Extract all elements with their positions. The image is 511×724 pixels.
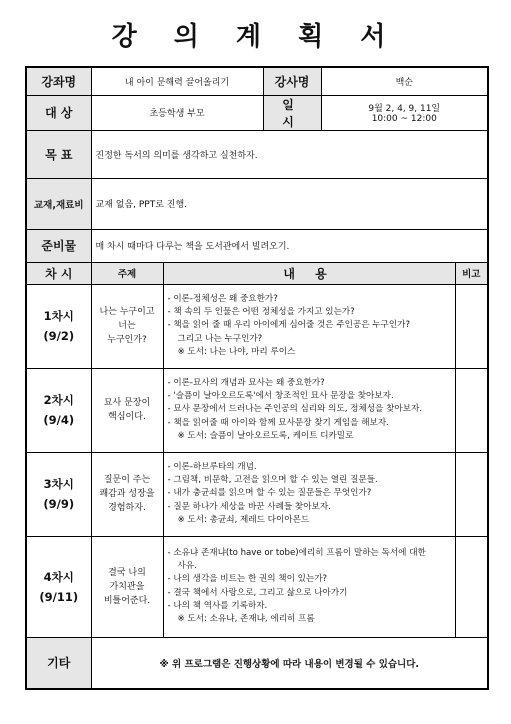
topic-line: 쾌감과 성장을: [99, 489, 155, 499]
session-remark: [455, 536, 488, 637]
topic-line: 핵심이다.: [108, 412, 146, 422]
course-label: 강좌명: [26, 67, 91, 95]
content-line: - 소유냐 존재냐(to have or tobe)에리히 프롬이 말하는 독서에 대한: [167, 547, 426, 558]
lecture-plan-table: [25, 66, 489, 690]
header-topic: 주제: [91, 262, 163, 284]
session-date: (9/11): [39, 589, 79, 604]
content-line: ※ 도서: 슬픔이 날아오르도록, 케이트 디카밀로: [177, 430, 354, 441]
topic-line: 질문이 주는: [103, 475, 151, 485]
session-topic: [91, 284, 163, 368]
session-content: [163, 536, 455, 637]
session-date: (9/2): [43, 329, 75, 343]
content-line: ※ 도서: 총균쇠, 제레드 다이아몬드: [177, 514, 310, 525]
session-topic: [91, 452, 163, 536]
session-row: [26, 452, 488, 536]
session-remark: [455, 284, 488, 368]
topic-line: 결국 나의: [108, 567, 146, 578]
prep-value: 매 차시 때마다 다루는 책을 도서관에서 빌려오기.: [91, 229, 488, 262]
session-content: [163, 284, 455, 368]
prep-label: 준비물: [26, 229, 91, 262]
content-line: - 이론-정체성은 왜 중요한가?: [167, 293, 278, 304]
content-line: - 내가 충균쇠를 읽으며 할 수 있는 질문들은 무엇인가?: [167, 488, 372, 499]
content-line: - 질문 하나가 세상을 바꾼 사례들 찾아보자.: [167, 501, 331, 512]
content-line: - 책을 읽어 줄 때 우리 아이에게 심어줄 것은 주인공은 누구인가?: [167, 320, 411, 331]
session-cell: [26, 452, 91, 536]
other-note: ※ 위 프로그램은 진행상황에 따라 내용이 변경될 수 있습니다.: [91, 637, 488, 689]
session-number: 4차시: [43, 569, 74, 584]
topic-line: 비틀어준다.: [103, 595, 151, 606]
session-cell: [26, 536, 91, 637]
content-line: - '슬픔이 날아오르도록'에서 창조적인 묘사 문장을 찾아보자.: [167, 391, 394, 402]
sessions-header-row: [26, 262, 488, 284]
other-row: [26, 637, 488, 689]
session-row: [26, 284, 488, 368]
audience-label: 대 상: [26, 95, 91, 130]
prep-row: [26, 229, 488, 262]
other-label: 기타: [26, 637, 91, 689]
audience-row: [26, 95, 488, 130]
schedule-dates: 9월 2, 4, 9, 11일: [368, 104, 441, 114]
topic-line: 가치관을: [109, 581, 145, 592]
schedule-value: [321, 95, 488, 130]
session-remark: [455, 368, 488, 452]
instructor-value: 백순: [321, 67, 488, 95]
topic-line: 누구인가?: [107, 335, 147, 345]
course-value: 내 아이 문해력 끌어올리기: [91, 67, 263, 95]
header-session: 차 시: [26, 262, 91, 284]
content-line: ※ 도서: 소유냐, 존재냐, 에리히 프롬: [177, 613, 315, 624]
content-line: - 나의 책 역사를 기록하자.: [167, 600, 268, 611]
materials-label: 교재,재료비: [26, 178, 91, 229]
header-remark: 비고: [455, 262, 488, 284]
topic-line: 묘사 문장이: [103, 398, 151, 408]
content-line: - 그림책, 비문학, 고전을 읽으며 할 수 있는 열린 질문들.: [167, 475, 378, 486]
materials-value: 교재 없음, PPT로 진행.: [91, 178, 488, 229]
session-row: [26, 536, 488, 637]
content-line: - 결국 책에서 사랑으로, 그리고 삶으로 나아가기: [167, 587, 348, 598]
session-content: [163, 452, 455, 536]
goal-value: 진정한 독서의 의미를 생각하고 실천하자.: [91, 130, 488, 178]
materials-row: [26, 178, 488, 229]
goal-row: [26, 130, 488, 178]
topic-line: 너는: [118, 321, 136, 331]
schedule-label-text: 일 시: [282, 97, 302, 129]
session-remark: [455, 452, 488, 536]
schedule-time: 10:00 ~ 12:00: [371, 114, 437, 124]
course-row: [26, 67, 488, 95]
goal-label: 목 표: [26, 130, 91, 178]
header-content-text: 내 용: [283, 266, 335, 281]
session-cell: [26, 368, 91, 452]
instructor-label: 강사명: [263, 67, 321, 95]
session-topic: [91, 536, 163, 637]
content-line: ※ 도서: 나는 나야, 마리 루이스: [177, 346, 296, 357]
content-line: - 묘사 문장에서 드러나는 주인공의 심리와 의도, 정체성을 찾아보자.: [167, 404, 423, 415]
session-cell: [26, 284, 91, 368]
content-line: - 이론-묘사의 개념과 묘사는 왜 중요한가?: [167, 377, 325, 388]
audience-value: 초등학생 부모: [91, 95, 263, 130]
content-line: - 책을 읽어줄 때 아이와 함께 묘사문장 찾기 게임을 해보자.: [167, 417, 389, 428]
session-content: [163, 368, 455, 452]
header-content: [163, 262, 455, 284]
document-title: 강 의 계 획 서: [111, 22, 400, 52]
session-date: (9/4): [43, 413, 75, 427]
session-date: (9/9): [43, 497, 75, 511]
session-row: [26, 368, 488, 452]
content-line: - 책 속의 두 인물은 어떤 정체성을 가지고 있는가?: [167, 307, 355, 318]
content-line: 그리고 나는 누구인가?: [177, 333, 263, 344]
session-number: 2차시: [43, 393, 74, 407]
content-line: - 이론-하브루타의 개념.: [167, 461, 257, 472]
content-line: - 나의 생각을 비트는 한 권의 책이 있는가?: [167, 574, 328, 585]
session-number: 3차시: [43, 477, 74, 491]
topic-line: 나는 누구이고: [99, 307, 155, 317]
session-number: 1차시: [43, 309, 74, 323]
schedule-label: [263, 95, 321, 130]
session-topic: [91, 368, 163, 452]
topic-line: 경험하자.: [108, 503, 146, 513]
content-line: 사유.: [177, 561, 197, 572]
